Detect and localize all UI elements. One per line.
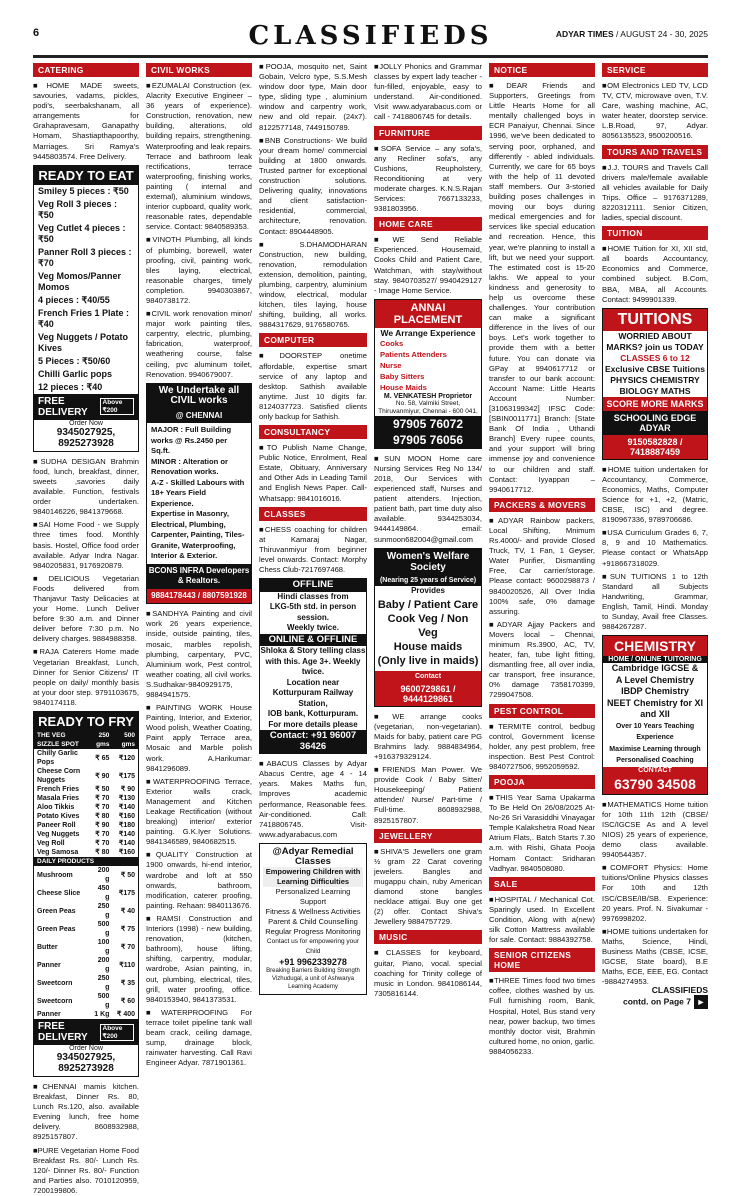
edition-info: ADYAR TIMES / AUGUST 24 - 30, 2025 bbox=[555, 29, 708, 39]
placement-subtitle: We Arrange Experience bbox=[380, 327, 476, 338]
table-cell: ₹ 60 bbox=[120, 997, 135, 1005]
remedial-item: Personalized Learning Support bbox=[275, 886, 351, 906]
menu-item: Chilli Garlic pops bbox=[38, 368, 113, 379]
civil-works-display-ad bbox=[146, 383, 252, 605]
classified-ad: ■COMFORT Physics: Home tuitions/Online Physics classes For 10th and 12th ISC/CBSE/IB/SB. Experience: 20 years. Prof. N. Sivakumar - 9976998202. bbox=[602, 863, 708, 923]
order-phones: 9345027925, 8925273928 bbox=[56, 1052, 116, 1074]
table-cell: ₹ 90 bbox=[95, 822, 110, 829]
table-cell: 1 Kg bbox=[94, 1011, 110, 1018]
chemistry-contact-label: CONTACT bbox=[603, 767, 707, 774]
ad-line: Shloka & Story telling class bbox=[260, 646, 366, 656]
section-sale: SALE bbox=[489, 877, 595, 891]
classified-ad: ■POOJA, mosquito net, Saint Gobain, Velcro type, S.S.Mesh window door type, Main door type, sliding type , aluminium window and carpentry work, new and old repair. (24x7). 8122577148, 7449150789. bbox=[259, 62, 367, 132]
section-home-care: HOME CARE bbox=[374, 217, 482, 231]
order-phones: 9345027925, 8925273928 bbox=[56, 426, 116, 449]
column-6 bbox=[602, 62, 708, 987]
remedial-item: Fitness & Wellness Activities bbox=[265, 906, 361, 916]
table-row bbox=[34, 920, 138, 938]
table-cell: ₹ 70 bbox=[95, 840, 110, 847]
table-cell: Panner bbox=[37, 961, 61, 969]
table-row bbox=[34, 956, 138, 974]
classified-ad: ■WE Send Reliable Experienced. Housemaid, Cooks Child and Patient Care, Watchman, with stay/without stay. 9840703527/ 9940429127 - Image Home Service. bbox=[374, 235, 482, 295]
table-cell: ₹110 bbox=[119, 961, 135, 969]
placement-item: House Maids bbox=[380, 382, 427, 392]
remedial-title: @Adyar Remedial Classes bbox=[272, 845, 354, 867]
classified-ad: ■BNB Constructions- We build your dream home/ commercial building at 1800 onwards. Trusted partner for exceptional construction solutions. Delivering quality, innovations and client satisfaction- residential, commercial, architecture, renovation. Contact: 8904448905. bbox=[259, 135, 367, 236]
classified-ad: ■CIVIL work renovation minor/ major work painting tiles, carpentry, electric, plumbing, fabrication, waterproof, weathering course, false ceiling, pvc aluminum toilet, Renovation. 9940679007. bbox=[146, 309, 252, 379]
tuitions-score: SCORE MORE MARKS bbox=[603, 397, 707, 411]
tuitions-exclusive: Exclusive CBSE Tuitions bbox=[605, 363, 705, 374]
section-pooja: POOJA bbox=[489, 775, 595, 789]
civil-ad-line: Expertise in Masonry, Electrical, Plumbing, Carpenter, Painting, Tiles-Granite, Waterproofing, Interior & Exterior. bbox=[151, 509, 245, 561]
table-cell: 500 g bbox=[97, 993, 110, 1009]
table-cell: ₹175 bbox=[118, 772, 135, 780]
civil-ad-subtitle: @ CHENNAI bbox=[147, 409, 251, 424]
tuitions-classes: CLASSES 6 to 12 bbox=[620, 352, 690, 363]
table-cell: 100 g bbox=[97, 939, 110, 955]
table-cell: 450 g bbox=[97, 885, 110, 901]
menu-item: Veg Cutlet 4 pieces : ₹50 bbox=[38, 222, 126, 244]
classified-ad: ■ABACUS Classes by Adyar Abacus Centre, age 4 - 14 years. Makes Maths fun, Improves academic performance, Reasonable fees. Air-conditioned. Call: 7418806745. Visit- www.adyarabacus.com bbox=[259, 759, 367, 839]
classified-ad: ■HOME tuitions undertaken for Maths, Science, Hindi, Business Maths (CBSE, ICSE, IGCSE, State board), B.E Maths, ECE, EEE, EG. Contact -9884274953. bbox=[602, 926, 708, 987]
column-1 bbox=[33, 62, 139, 1195]
welfare-title: Women's Welfare Society bbox=[375, 549, 481, 575]
table-cell: Cheese Corn Nuggets bbox=[37, 768, 81, 784]
table-row bbox=[34, 848, 138, 857]
section-music: MUSIC bbox=[374, 930, 482, 944]
table-cell: ₹ 70 bbox=[95, 831, 110, 838]
table-cell: French Fries bbox=[37, 786, 80, 793]
tuitions-tagline: WORRIED ABOUT MARKS? join us TODAY bbox=[606, 330, 704, 352]
table-cell: Veg Roll bbox=[37, 840, 65, 847]
ready-to-eat-ad bbox=[33, 165, 139, 452]
classified-ad: ■RAMSI Construction and Interiors (1998) - new building, renovation, (kitchen, bathroom), house lifting, shifting, carpentry, modular, wardrobe, Asian painting, in, out, plumbing, electrical, tiles, grill, water proofing, office. 9840153940, 9841373531. bbox=[146, 913, 252, 1004]
table-cell: Chilly Garlic Pops bbox=[37, 750, 78, 766]
table-cell: Mushroom bbox=[37, 871, 73, 879]
table-cell: Potato Kives bbox=[37, 813, 80, 820]
menu-item: French Fries 1 Plate : ₹40 bbox=[38, 307, 130, 329]
menu-item: Veg Roll 3 pieces : ₹50 bbox=[38, 198, 118, 220]
classified-ad: ■SOFA Service – any sofa's, any Recliner sofa's, any Cushions, Reupholstery, Reconditioning at very moderate charges. K.N.S.Rajan Services: 7667133233, 9381803956. bbox=[374, 143, 482, 214]
classified-ad: ■S.DHAMODHARAN Construction, new building, renovation, remodulation extension, demolition, painting, plumbing, carpentry, aluminium window, electrical, modular kitchen, tiles laying, house shifting, building, all works. 9884317629, 9176580765. bbox=[259, 239, 367, 330]
column-4 bbox=[374, 62, 482, 998]
table-cell: 250 gms bbox=[89, 731, 113, 749]
table-cell: ₹160 bbox=[118, 813, 135, 820]
section-jewellery: JEWELLERY bbox=[374, 829, 482, 843]
welfare-contact-label: Contact bbox=[375, 671, 481, 682]
classified-ad: ■USA Curriculum Grades 6, 7, 8, 9 and 10 Mathematics. Please contact or WhatsApp +918667318029. bbox=[602, 528, 708, 568]
classified-ad: ■SUDHA DESIGAN Brahmin food, lunch, breakfast, dinner, sweets ,savories daily available. Function, festivals order undertaken. 9840146226, 9841379668. bbox=[33, 456, 139, 517]
remedial-item: Regular Progress Monitoring bbox=[265, 926, 361, 936]
tuitions-title: TUITIONS bbox=[603, 309, 707, 331]
section-civil-works: CIVIL WORKS bbox=[146, 63, 252, 77]
section-notice: NOTICE bbox=[489, 63, 595, 77]
table-header-row bbox=[34, 857, 138, 866]
section-classes: CLASSES bbox=[259, 507, 367, 521]
table-cell: Butter bbox=[37, 943, 58, 951]
column-3 bbox=[259, 62, 367, 990]
section-consultancy: CONSULTANCY bbox=[259, 425, 367, 439]
annai-placement-ad bbox=[374, 299, 482, 449]
table-row bbox=[34, 884, 138, 902]
table-cell: THE VEG SIZZLE SPOT bbox=[34, 731, 89, 749]
placement-owner: M. VENKATESH Proprietor bbox=[383, 392, 473, 400]
placement-item: Nurse bbox=[380, 360, 402, 370]
welfare-service: Baby / Patient Care bbox=[377, 598, 479, 611]
chemistry-line: Over 10 Years Teaching Experience bbox=[615, 722, 695, 742]
classified-ad: ■MATHEMATICS Home tuition for 10th 11th 12th (CBSE/ ISC/IGCSE As and A level NIOS) 25 years of experience, demo class available. 9940544357. bbox=[602, 799, 708, 860]
table-cell: ₹ 80 bbox=[95, 813, 110, 820]
remedial-footer: Breaking Barriers Building Strength Vizhudugal, a unit of Ashwarya Learning Academy bbox=[266, 967, 360, 990]
chemistry-line: Maximise Learning through Personalised Coaching bbox=[609, 745, 701, 765]
continued-page-link: contd. on Page 7 bbox=[622, 996, 691, 1007]
tuitions-display-ad bbox=[602, 308, 708, 460]
placement-phone: 97905 76072 bbox=[375, 416, 481, 432]
online-offline-title: ONLINE & OFFLINE bbox=[260, 634, 366, 647]
table-row bbox=[34, 974, 138, 992]
table-cell: ₹ 400 bbox=[116, 1011, 135, 1018]
ad-line: Kotturpuram Railway Station, bbox=[272, 688, 354, 708]
civil-ad-line: MINOR : Alteration or Renovation works. bbox=[151, 456, 228, 477]
section-pest-control: PEST CONTROL bbox=[489, 704, 595, 718]
table-cell: Green Peas bbox=[37, 907, 76, 915]
classified-ad: ■TERMITE control, bedbug control, Government license holder, any pest problem, free inspection. Best Pest Control: 9840727506, 9952059592. bbox=[489, 721, 595, 771]
ad-line: Location near bbox=[286, 677, 340, 687]
classified-ad: ■J.J. TOURS and Travels Call drivers male/female available all vehicles available for Daily Trips. Office – 9176371289, 8220312111. Senior Citizen, ladies, special discount. bbox=[602, 162, 708, 223]
classified-ad: ■ADYAR Rainbow packers, Local Shifting, Mnimum Rs.4000/- and provide Closed Truck, TV, 1 Fan, 1 Geyser, Water Purifier, Dismantling Free, Car carrier/storage. Please contact: 9600298873 / 9840020526, All Over India 100% safe, 0% damage assuring. bbox=[489, 515, 595, 616]
table-row bbox=[34, 821, 138, 830]
fry-price-table bbox=[34, 731, 138, 1019]
classified-ad: ■DEAR Friends and Supporters, Greetings from Little Hearts Home for all mentally challenged boys in ECR Panaiyur, Chennai. Since 1996, we've been dedicated to serving poor, orphaned, and differently - abled individuals. Currently, we care for 65 boys with the help of 11 devoted staff members. Our 3-storied building poses challenges in moving our boys during medical emergencies and for services like special education and recreation. Hence, this year, we're planning to install a lift, but we need your support. The estimated cost is 15-20 lakhs. We appeal to your kindness and generosity to help us overcome these challenges. Your contribution can make a significant difference in the lives of our boys. Let's work together to provide them with a better future. You can donate via GPay at 9940617712 or transfer to our bank account: Account Name: Little Hearts Account Number: [31063199342] IFSC Code: [SBIN0011771] Branch: [State Bank Of India , Uthandi Branch] Every rupee counts, and your support will bring immense joy and convenience to our children and staff. Contact: Iyyappan – 9940617712. bbox=[489, 81, 595, 494]
classified-ad: ■SAI Home Food - we Supply three times food. Monthly basis. Hostel, Office food order available. Adyar Indra Nagar. 9840205831, 9176920879. bbox=[33, 520, 139, 570]
chemistry-line: IBDP Chemistry bbox=[621, 686, 689, 697]
column-2 bbox=[146, 62, 252, 1068]
table-row bbox=[34, 785, 138, 794]
order-now-label: Order Now bbox=[69, 419, 103, 427]
civil-ad-phone: 9884178443 / 8807591928 bbox=[147, 589, 251, 604]
daily-products-title: DAILY PRODUCTS bbox=[34, 857, 138, 866]
table-row bbox=[34, 1010, 138, 1019]
table-row bbox=[34, 902, 138, 920]
menu-item: 5 Pieces : ₹50/60 bbox=[38, 355, 111, 366]
table-cell: ₹160 bbox=[118, 849, 135, 856]
remedial-phone: +91 9962339278 bbox=[279, 956, 347, 967]
continued-notice[interactable] bbox=[623, 985, 708, 1009]
classified-ad: ■FRIENDS Man Power. We provide Cook / Baby Sitter/ Housekeeping/ Patient attender/ Nurse/ Part-time / Full-time. 8608932988, 8925157807. bbox=[374, 765, 482, 825]
table-cell: ₹ 90 bbox=[120, 786, 135, 793]
menu-item: 12 pieces : ₹40 bbox=[38, 381, 103, 392]
chemistry-phone: 63790 34508 bbox=[603, 774, 707, 794]
civil-ad-line: MAJOR : Full Building works @ Rs.2450 per Sq.ft. bbox=[151, 425, 232, 456]
offline-title: OFFLINE bbox=[260, 579, 366, 592]
classified-ad: ■CHESS coaching for children at Kamaraj Nagar, Thiruvanmiyur from beginner level onwards. Contact: Morphy Chess Club-7217697468. bbox=[259, 524, 367, 575]
remedial-item: Parent & Child Counselling bbox=[268, 916, 358, 926]
civil-ad-title: We Undertake all CIVIL works bbox=[147, 384, 251, 409]
welfare-service: (Only live in maids) bbox=[377, 654, 479, 667]
section-computer: COMPUTER bbox=[259, 333, 367, 347]
ready-to-fry-title: READY TO FRY bbox=[34, 712, 138, 731]
table-cell: ₹140 bbox=[118, 831, 135, 838]
table-row bbox=[34, 866, 138, 884]
classified-ad: ■SHIVA'S Jewellers one gram ½ gram 22 Carat covering jewelers. Bangles and mugappu chain, ruby American diamond stone bangles necklace attigai. Buy one get (2) offer. Contact Shiva's Jewellery 9884757729. bbox=[374, 846, 482, 927]
ad-line: IOB bank, Kotturpuram. bbox=[267, 709, 359, 719]
table-cell: Veg Nuggets bbox=[37, 831, 80, 838]
chemistry-line: A Level Chemistry bbox=[615, 674, 695, 685]
classified-ad: ■TO Publish Name Change, Public Notice, Enrolment, Real Estate, Obituary, Anniversary and Other Ads in Leading Tamil and English News Paper. Call-Whatsapp: 9841016016. bbox=[259, 443, 367, 503]
table-cell: Aloo Tikkis bbox=[37, 804, 75, 811]
table-cell: ₹130 bbox=[118, 795, 135, 802]
classified-ad: ■PURE Vegetarian Home Food Breakfast Rs. 80/- Lunch Rs. 120/- Dinner Rs. 80/- Function and Parties also. 7010120959, 7200199806. bbox=[33, 1145, 139, 1195]
table-cell: 500 g bbox=[97, 921, 110, 937]
classified-ad: ■SUN MOON Home care Nursing Services Reg No 134/ 2018, Our Services with experienced staff, Nurses and patient attenders. Injection, patient bath, part time duty also available. 9344253034, 9444149864. email: sunmoon682004@gmail.com bbox=[374, 453, 482, 544]
table-cell: ₹ 70 bbox=[120, 943, 135, 951]
welfare-service: Cook Veg / Non Veg bbox=[387, 612, 469, 639]
table-cell: Masala Fries bbox=[37, 795, 80, 802]
table-cell: ₹140 bbox=[118, 840, 135, 847]
section-senior-citizens: SENIOR CITIZENS HOME bbox=[489, 948, 595, 972]
welfare-service: House maids bbox=[393, 640, 463, 653]
table-cell: ₹ 35 bbox=[120, 979, 135, 987]
table-row bbox=[34, 794, 138, 803]
classified-ad: ■VINOTH Plumbing, all kinds of plumbing, borewell, water proofing, civil, painting work, tiles laying, electrical, reasonable charges, timely completion. 9940303867, 9840738172. bbox=[146, 235, 252, 305]
table-cell: 250 g bbox=[97, 903, 110, 919]
chemistry-title: CHEMISTRY bbox=[603, 636, 707, 656]
table-cell: ₹ 50 bbox=[120, 871, 135, 879]
menu-item: Smiley 5 pieces : ₹50 bbox=[38, 185, 129, 196]
placement-item: Baby Sitters bbox=[380, 371, 425, 381]
table-row bbox=[34, 803, 138, 812]
placement-address: No. 58, Valmiki Street, Thiruvanmiyur, Chennai - 600 041. bbox=[378, 399, 478, 415]
table-header-row bbox=[34, 731, 138, 749]
header-rule bbox=[33, 55, 708, 58]
table-cell: Panner bbox=[37, 1011, 61, 1018]
table-cell: ₹ 40 bbox=[120, 907, 135, 915]
classified-ad: ■DOORSTEP onetime affordable, expertise smart service of any laptop and desktop. Sathish available anytime. Just 10 digits far. 8124037723. Satisfied clients only backup for Sathish. bbox=[259, 351, 367, 421]
section-catering: CATERING bbox=[33, 63, 139, 77]
table-cell: Veg Samosa bbox=[37, 849, 79, 856]
table-cell: ₹ 70 bbox=[95, 795, 110, 802]
classified-ad: ■PAINTING WORK House Painting, Interior, and Exterior, Wood polish, Weather Coating, Paint apply Terrace area, Mosaic and Marble polish work. A.Harikumar: 9841296089. bbox=[146, 703, 252, 773]
ad-line: LKG-5th std. in person session. bbox=[269, 602, 357, 622]
table-cell: ₹180 bbox=[118, 822, 135, 829]
ad-line: with this. Age 3+. Weekly twice. bbox=[265, 656, 361, 677]
page-title: CLASSIFIEDS bbox=[248, 21, 493, 51]
menu-item: 4 pieces : ₹40/55 bbox=[38, 294, 110, 305]
classified-ad: ■SANDHYA Painting and civil work 26 years experience, inside, outside painting, tiles, mosaic, marbles repolish, plumbing, carpentary, PVC, Aluminium work, Pest control, weather coating, all civil works. S.Sudhakar-9840929175, 9884941575. bbox=[146, 609, 252, 699]
section-packers: PACKERS & MOVERS bbox=[489, 498, 595, 512]
classified-ad: ■HOME Tuition for XI, XII std, all boards Accountancy, Economics and Commerce, combined subject. B.Com, BBA, MBA, all Accounts. Contact: 9499901339. bbox=[602, 244, 708, 304]
classified-ad: ■ADYAR Ajjay Packers and Movers local – Chennai, minimum Rs.3900, AC, TV, heater, fan, tube light fitting, dismantling free, all over india, car transport, free insurance, 0% damage 7358170399, 7299047508. bbox=[489, 619, 595, 700]
classified-ad: ■EZUMALAI Construction (ex. Alacrity Executive Engineer – 36 years of experience). Construction, renovation, new building, alterations, old building repairs, strengthening. Waterproofing and leak repairs. Terrace and bathroom leak rectifications, terrace waterproofing, finishing works, painting ( internal and external), aluminium windows, interior cupboard, quality work, reasonable rates, dependable service. Contact: 9840589353. bbox=[146, 81, 252, 232]
section-service: SERVICE bbox=[602, 63, 708, 77]
menu-item: Veg Momos/Panner Momos bbox=[38, 270, 122, 292]
classified-ad: ■HOME MADE sweets, savouries, vadams, pickles, podi's, seerbakshanam, all arrangements for Grahapravesam, Ganapathy Homam, Shastiapthapoorthy, Marriages. Sri Ramya's 9445803574. Free Delivery. bbox=[33, 81, 139, 161]
table-cell: 500 gms bbox=[112, 731, 138, 749]
welfare-subtitle: (Nearing 25 years of Service) bbox=[375, 575, 481, 586]
table-row bbox=[34, 839, 138, 848]
ready-to-fry-ad bbox=[33, 711, 139, 1077]
classified-ad: ■RAJA Caterers Home made Vegetarian Breakfast, Lunch, Dinner for Senior Citizens/ IT people on daily/ monthly basis at your door step. 9791103675, 9840174118. bbox=[33, 647, 139, 707]
classified-ad: ■JOLLY Phonics and Grammar classes by expert lady teacher - fun-filled, enjoyable, easy to understand. Air-conditioned. Visit www.adyarabacus.com or call - 7418806745 for details. bbox=[374, 62, 482, 122]
civil-ad-company: BCONS INFRA Developers & Realtors. bbox=[147, 564, 251, 589]
remedial-contact-label: Contact us for empowering your Child bbox=[266, 937, 360, 955]
table-cell: 200 g bbox=[97, 957, 110, 973]
chemistry-line: NEET Chemistry for XI and XII bbox=[606, 697, 704, 720]
column-5 bbox=[489, 62, 595, 1056]
hindi-ad-contact: Contact: +91 96007 36426 bbox=[260, 730, 366, 753]
ad-line: Weekly twice. bbox=[287, 623, 339, 633]
table-cell: ₹ 80 bbox=[95, 849, 110, 856]
table-cell: ₹ 65 bbox=[95, 754, 110, 762]
classified-ad: ■SUN TUITIONS 1 to 12th Standard all Subjects Handwriting, Grammar, English, Tamil, Hindi. Monday to Sunday, Avail free Classes. 9884267287. bbox=[602, 571, 708, 632]
ad-line: For more details please bbox=[268, 719, 358, 729]
table-cell: ₹140 bbox=[118, 804, 135, 811]
table-cell: ₹ 50 bbox=[95, 786, 110, 793]
table-cell: Paneer Roll bbox=[37, 822, 76, 829]
remedial-subtitle: Empowering Children with Learning Difficulties bbox=[263, 867, 363, 887]
hindi-classes-ad bbox=[259, 578, 367, 754]
classified-ad: ■QUALITY Construction at 1900 onwards, hi-end interior, wardrobe and loft at 550 onwards, bathroom, modification, caterer proofing, painting. Rehaan: 9840113676. bbox=[146, 850, 252, 910]
placement-item: Patients Attenders bbox=[380, 349, 447, 359]
classified-ad: ■WE arrange cooks (vegetarian, non-vegetarian). Maids for baby, patient care PG Brahmins lady. 9884834964, +916379329124. bbox=[374, 711, 482, 761]
table-cell: 250 g bbox=[97, 975, 110, 991]
page-header bbox=[0, 0, 741, 52]
table-cell: ₹175 bbox=[118, 889, 135, 897]
chemistry-subtitle: HOME / ONLINE TUITORING bbox=[603, 656, 707, 663]
ready-to-eat-title: READY TO EAT bbox=[34, 166, 138, 185]
classified-ad: ■DELICIOUS Vegetarian Foods delivered from Thanjavur Tasty Delicacies at your Home. Lunch Deliver before 9:30 a.m. and Dinner deliver before 7:30 p.m. No delivery charges. 9884988358. bbox=[33, 573, 139, 644]
tuitions-school: SCHOOLING EDGE ADYAR bbox=[603, 411, 707, 435]
menu-item: Veg Nuggets / Potato Kives bbox=[38, 331, 129, 353]
free-delivery-banner: FREE DELIVERY Above ₹200 bbox=[34, 1019, 138, 1045]
classified-ad: ■THIS Year Sama Upakarma To Be Held On 26/08/2025 At- No-26 Sri Varasiddhi Vinayagar Temple Kalakshetra Road Near Atrium Flats,. Batch Starts 7.30 a.m. with Rishi, Ghata Pooja Homam Contact: Sridharan Vadhyar. 9840508080. bbox=[489, 793, 595, 873]
table-row bbox=[34, 938, 138, 956]
placement-item: Cooks bbox=[380, 338, 404, 348]
section-furniture: FURNITURE bbox=[374, 126, 482, 140]
table-cell: Cheese Slice bbox=[37, 889, 81, 897]
welfare-provides: Provides bbox=[411, 585, 445, 595]
civil-ad-line: A-Z - Skilled Labours with 18+ Years Field Experience. bbox=[151, 477, 245, 508]
classified-ad: ■THREE Times food two times coffee, clothes washed by us. Full furnishing room, Bank, Hospital, Hotel, Bus stand very near, power backup, two times monthly doctor visit, Brahmin cultured home, no onion, garlic. 9884056233. bbox=[489, 976, 595, 1056]
table-row bbox=[34, 830, 138, 839]
table-cell: ₹ 75 bbox=[120, 925, 135, 933]
table-cell: Sweetcorn bbox=[37, 979, 73, 987]
chemistry-line: Cambridge IGCSE & bbox=[611, 663, 699, 674]
page-number: 6 bbox=[33, 27, 40, 39]
table-cell: Sweetcorn bbox=[37, 997, 73, 1005]
classified-ad: ■CLASSES for keyboard, guitar, Piano, vocal. special coaching for Trinity college of music in London. 9841086144, 7305816144. bbox=[374, 948, 482, 998]
tuitions-phone: 9150582828 / 7418887459 bbox=[603, 435, 707, 459]
table-row bbox=[34, 767, 138, 785]
table-row bbox=[34, 749, 138, 767]
classified-ad: ■WATERPROOFING Terrace, Exterior walls crack, Management and Kitchen Leakage Rectification (without breaking) interior/ exterior painting. G.K.Iyer Solutions. 9841346589, 9840682515. bbox=[146, 776, 252, 847]
continued-label: CLASSIFIEDS bbox=[651, 985, 708, 995]
classified-ad: ■HOME tuition undertaken for Accountancy, Commerce, Economics, Maths, Computer Science for +1, +2, (Matric, CBSE, ISC) and degree. 8190967336, 9789706686. bbox=[602, 464, 708, 525]
table-cell: ₹ 70 bbox=[95, 804, 110, 811]
table-row bbox=[34, 812, 138, 821]
placement-phone: 97905 76056 bbox=[375, 432, 481, 448]
free-delivery-banner: FREE DELIVERY Above ₹200 bbox=[34, 394, 138, 420]
remedial-classes-ad bbox=[259, 843, 367, 995]
welfare-phone: 9600729861 / 9444129861 bbox=[375, 682, 481, 706]
order-now-label: Order Now bbox=[69, 1045, 103, 1052]
table-cell: ₹ 90 bbox=[95, 772, 110, 780]
classified-ad: ■CHENNAI mamis kitchen. Breakfast, Dinner Rs. 80, Lunch Rs.120, also. available Evening lunch, free home delivery. 8608932988, 8925157807. bbox=[33, 1082, 139, 1142]
classified-ad: ■HOSPITAL / Mechanical Cot. Sparingly used. In Excellent Condition, Along with a(new) silk Cotton Mattress available for sale. Contact: 9884392758. bbox=[489, 894, 595, 945]
arrow-right-icon: ► bbox=[694, 995, 708, 1009]
section-tours-travels: TOURS AND TRAVELS bbox=[602, 145, 708, 159]
placement-title: ANNAI PLACEMENT bbox=[375, 300, 481, 328]
table-cell: 200 g bbox=[97, 867, 110, 883]
womens-welfare-ad bbox=[374, 548, 482, 707]
table-cell: Green Peas bbox=[37, 925, 76, 933]
classified-ad: ■WATERPROOFING For terrace toilet pipeline tank wall beam crack, ceiling damage, sump, drainage block, rainwater harvesting. Call Ravi Engineer Adyar. 7871901361. bbox=[146, 1007, 252, 1068]
tuitions-subjects: PHYSICS CHEMISTRY BIOLOGY MATHS bbox=[610, 374, 700, 396]
ad-line: Hindi classes from bbox=[277, 591, 349, 601]
classified-ad: ■OM Electronics LED TV, LCD TV, CTV, microwave oven, T.V. Care, washing machine, AC, water heater, doorstep service. L.B.Road, 97, Adyar. 8056135523, 9500200516. bbox=[602, 81, 708, 141]
table-row bbox=[34, 992, 138, 1010]
table-cell: ₹120 bbox=[118, 754, 135, 762]
menu-item: Panner Roll 3 pieces : ₹70 bbox=[38, 246, 132, 268]
chemistry-tuition-ad bbox=[602, 635, 708, 795]
section-tuition: TUITION bbox=[602, 226, 708, 240]
